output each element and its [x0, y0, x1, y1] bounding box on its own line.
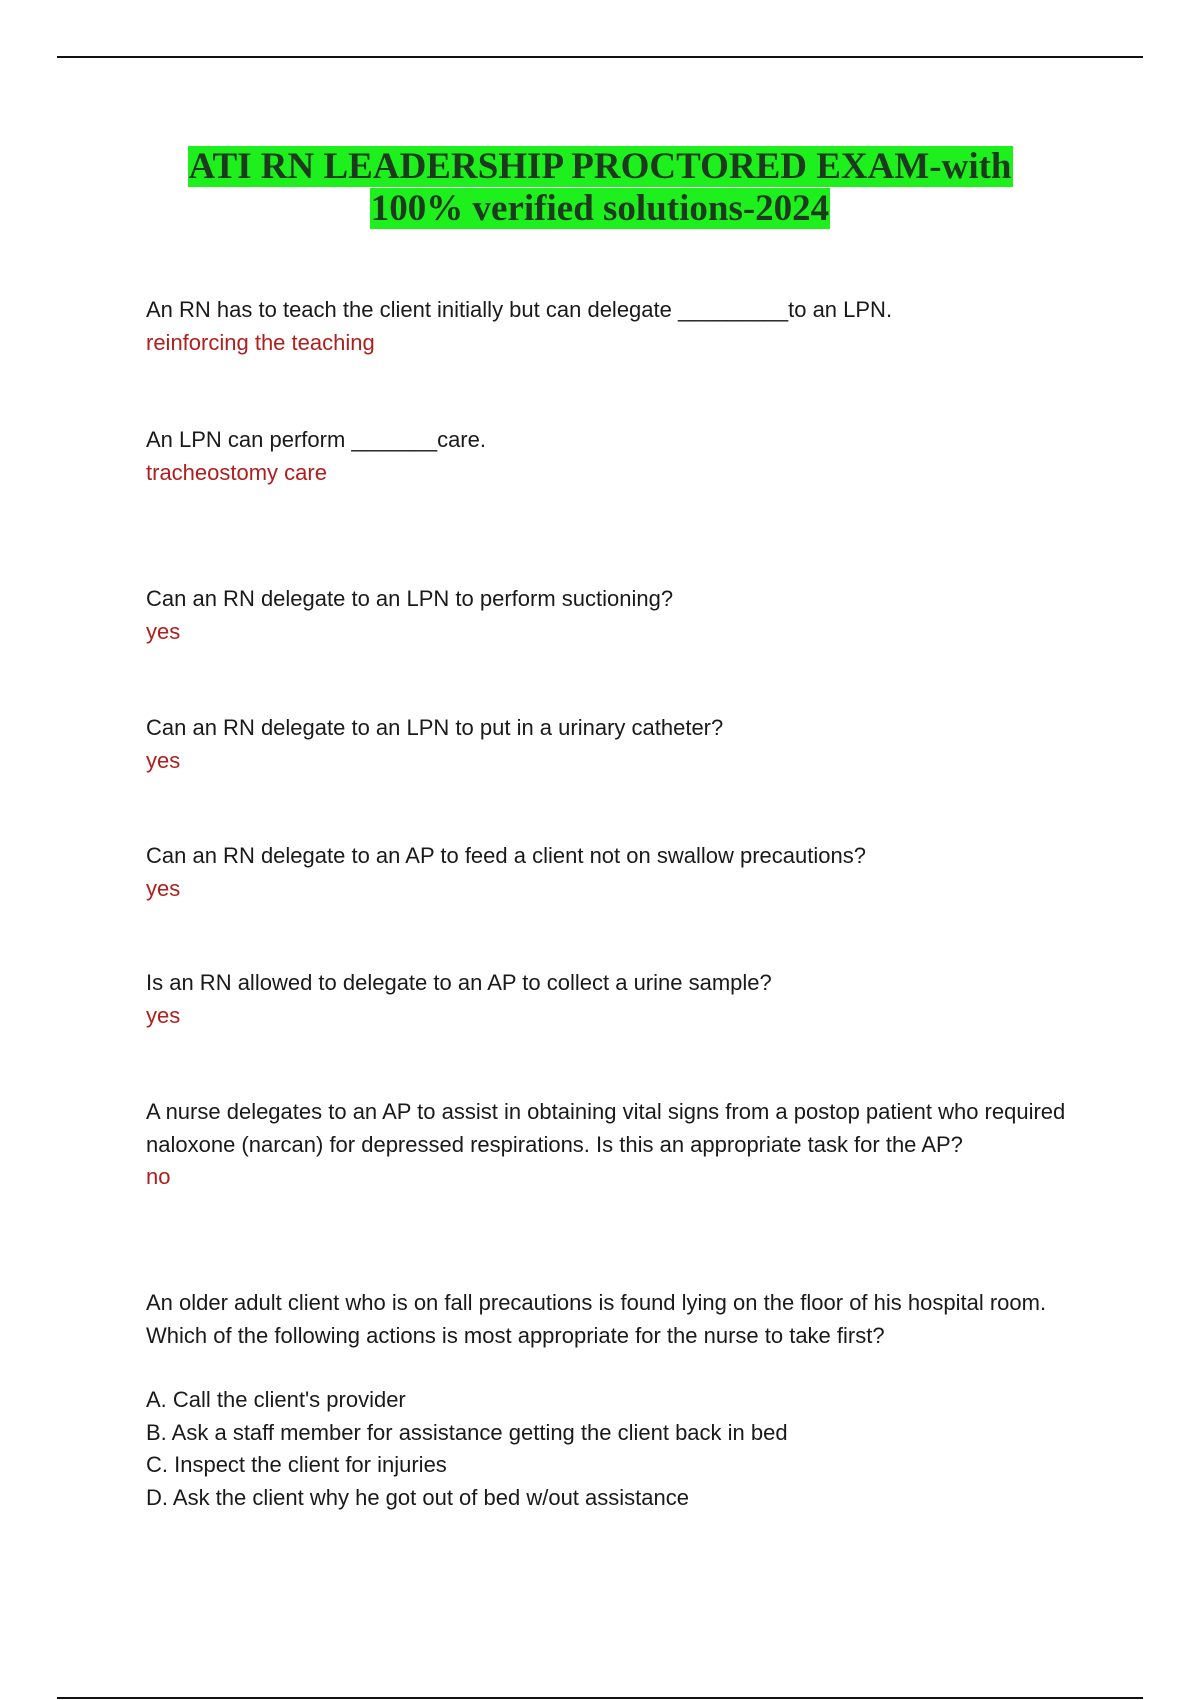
- question-block-1: [146, 294, 1076, 359]
- answer-options: [146, 1384, 1076, 1514]
- question-block-8: [146, 1287, 1076, 1514]
- title-line-2: 100% verified solutions-2024: [370, 188, 830, 229]
- answer-text: yes: [146, 747, 181, 773]
- question-text: Can an RN delegate to an LPN to perform suctioning?: [146, 586, 674, 611]
- question-block-6: [146, 967, 1076, 1032]
- answer-text: tracheostomy care: [146, 459, 327, 485]
- option-b: B. Ask a staff member for assistance getting the client back in bed: [146, 1419, 788, 1445]
- document-title: [0, 146, 1200, 230]
- question-block-3: [146, 583, 1076, 648]
- question-text: A nurse delegates to an AP to assist in obtaining vital signs from a postop patient who required naloxone (narcan) for depressed respirations. Is this an appropriate task for the AP?: [146, 1099, 1066, 1157]
- option-a: A. Call the client's provider: [146, 1387, 406, 1412]
- top-rule: [57, 56, 1143, 58]
- answer-text: yes: [146, 1002, 181, 1028]
- question-text: An older adult client who is on fall precautions is found lying on the floor of his hospital room. Which of the following actions is most appropriate for the nurse to take first?: [146, 1290, 1047, 1348]
- question-block-2: [146, 424, 1076, 489]
- bottom-rule: [57, 1697, 1143, 1699]
- question-block-4: [146, 712, 1076, 777]
- question-block-7: [146, 1096, 1076, 1194]
- question-text: Can an RN delegate to an AP to feed a client not on swallow precautions?: [146, 843, 866, 868]
- title-line-1: ATI RN LEADERSHIP PROCTORED EXAM-with: [188, 146, 1012, 187]
- answer-text: yes: [146, 875, 181, 901]
- option-c: C. Inspect the client for injuries: [146, 1452, 447, 1477]
- question-text: An RN has to teach the client initially but can delegate _________to an LPN.: [146, 297, 893, 322]
- option-d: D. Ask the client why he got out of bed w/out assistance: [146, 1484, 689, 1510]
- question-text: Can an RN delegate to an LPN to put in a urinary catheter?: [146, 715, 724, 740]
- question-block-5: [146, 840, 1076, 905]
- question-text: An LPN can perform _______care.: [146, 427, 486, 452]
- answer-text: yes: [146, 618, 181, 644]
- answer-text: no: [146, 1164, 171, 1189]
- answer-text: reinforcing the teaching: [146, 329, 375, 355]
- question-text: Is an RN allowed to delegate to an AP to collect a urine sample?: [146, 970, 772, 995]
